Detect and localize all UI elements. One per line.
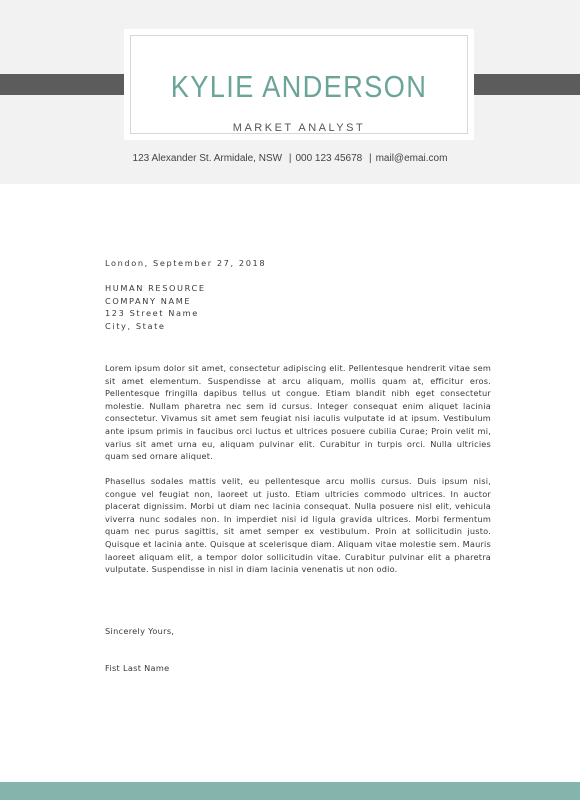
recipient-line: 123 Street Name bbox=[105, 308, 199, 319]
name-card-border bbox=[130, 35, 468, 134]
body-paragraph: Lorem ipsum dolor sit amet, consectetur adipiscing elit. Pellentesque hendrerit vitae sem sit amet elementum. Suspendisse at arcu aliquam, mollis quam at, efficitur eros. Pellentesque fringilla dapibus tellus ut congue. Etiam blandit nibh eget consectetur molestie. Nullam pharetra nec sem id cursus. Integer consequat enim aliquet lacinia consectetur. Vivamus sit amet sem feugiat nisi iaculis vulputate id at ipsum. Vestibulum ante ipsum primis in faucibus orci luctus et ultrices posuere cubilia Curae; Proin velit mi, varius sit amet urna eu, aliquam pulvinar elit. Curabitur in turpis orci. Nulla ultricies quam sed ornare aliquet. bbox=[105, 363, 491, 462]
footer-band bbox=[0, 782, 580, 800]
letter-signature: Fist Last Name bbox=[105, 663, 170, 673]
letter-closing: Sincerely Yours, bbox=[105, 626, 175, 636]
recipient-line: HUMAN RESOURCE bbox=[105, 283, 206, 293]
recipient-line: City, State bbox=[105, 320, 166, 331]
contact-separator: | bbox=[288, 153, 292, 164]
name-card bbox=[124, 29, 474, 140]
contact-line bbox=[0, 153, 580, 164]
body-paragraph: Phasellus sodales mattis velit, eu pellentesque arcu mollis cursus. Duis ipsum nisi, congue vel feugiat non, laoreet ut justo. Etiam ultricies commodo ultrices. In auctor placerat dignissim. Morbi ut diam nec lacinia consequat. Nulla posuere nisl elit, vehicula viverra nunc sodales non. In imperdiet nisi id ligula gravida ultrices. Morbi fermentum quam nec purus sagittis, sit amet semper ex vestibulum. Proin at sollicitudin justo. Quisque et lacinia ante. Quisque at scelerisque diam. Aliquam vitae molestie sem. Mauris laoreet aliquam elit, a tempor dolor sollicitudin vitae. Curabitur pulvinar elit a pharetra vulputate. Suspendisse in nisl in diam lacinia venenatis ut non odio. bbox=[105, 476, 491, 575]
contact-email: mail@emai.com bbox=[375, 153, 448, 164]
contact-phone: 000 123 45678 bbox=[295, 153, 363, 164]
letter-date: London, September 27, 2018 bbox=[105, 258, 267, 268]
applicant-name: KYLIE ANDERSON bbox=[170, 69, 428, 104]
contact-separator: | bbox=[368, 153, 372, 164]
contact-address: 123 Alexander St. Armidale, NSW bbox=[132, 153, 283, 164]
recipient-line: COMPANY NAME bbox=[105, 295, 192, 306]
recipient-block bbox=[105, 282, 491, 332]
job-title: MARKET ANALYST bbox=[232, 122, 366, 134]
